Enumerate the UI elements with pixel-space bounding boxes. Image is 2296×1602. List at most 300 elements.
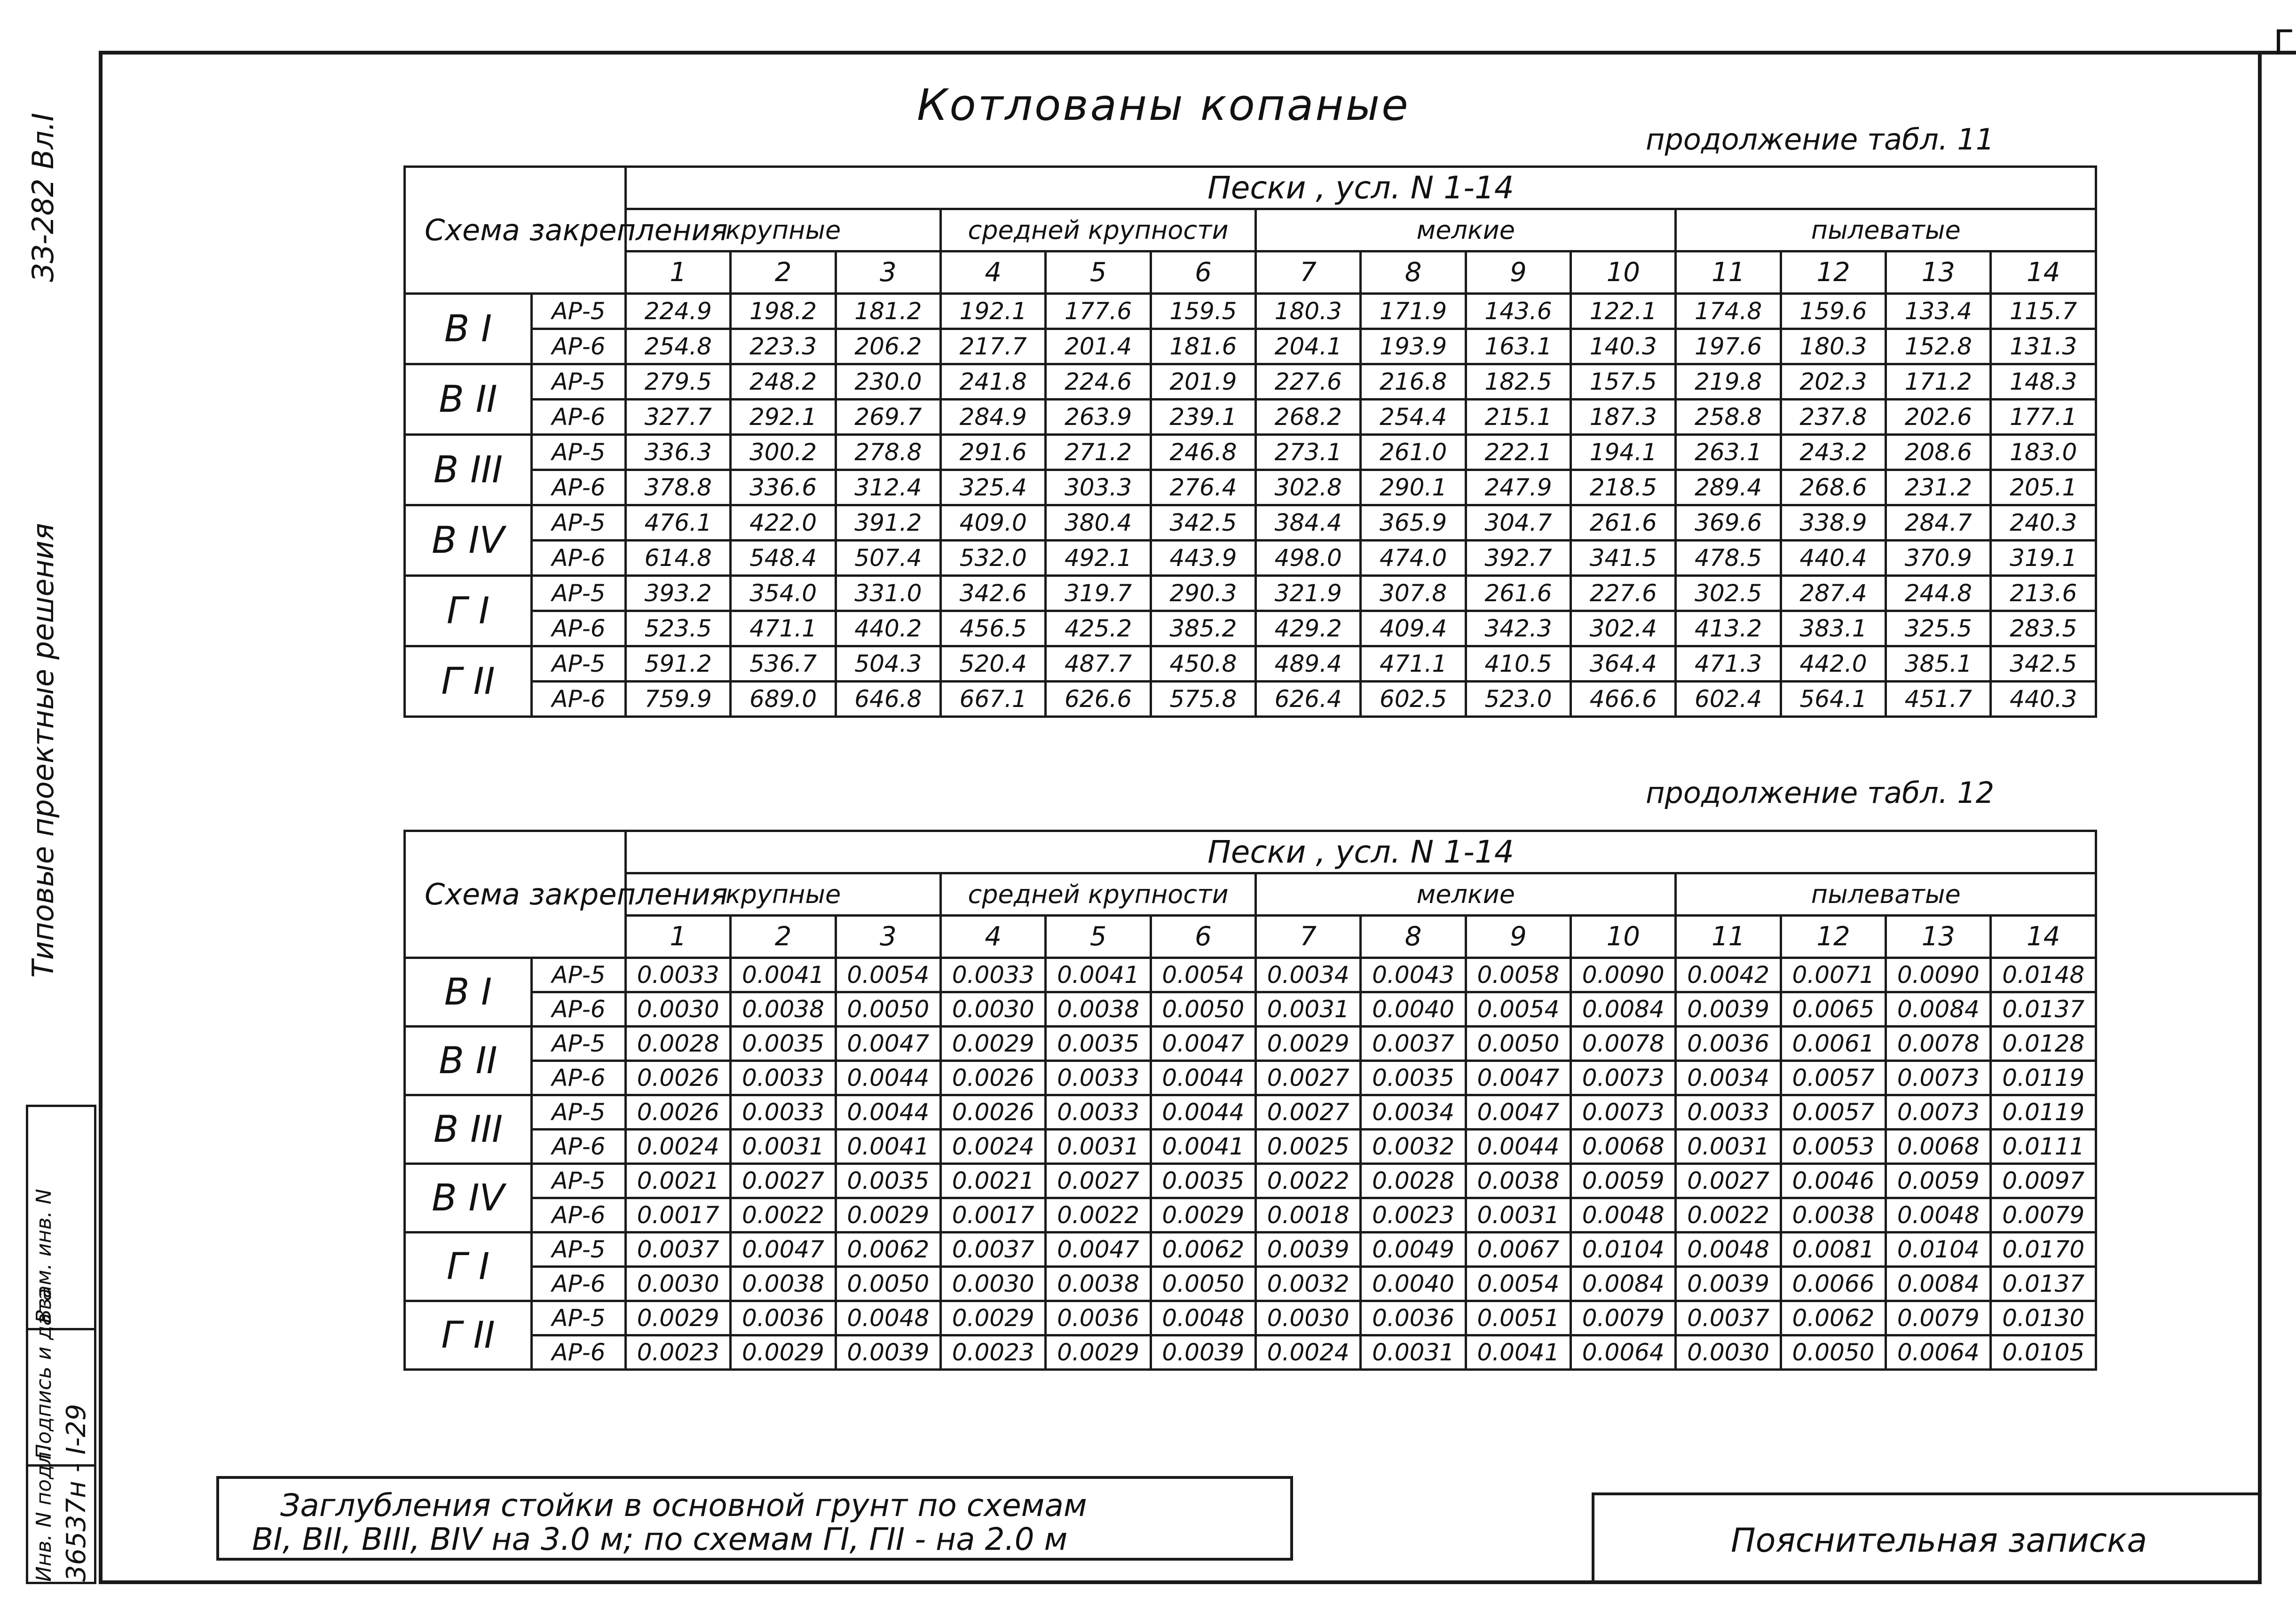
scheme-name: В IV [405,505,532,576]
value-cell: 0.0030 [1256,1301,1361,1335]
table-row [405,992,2096,1027]
value-cell: 213.6 [1991,576,2096,611]
value-cell: 0.0029 [941,1027,1046,1061]
value-cell: 237.8 [1781,400,1886,435]
column-header: 5 [1046,251,1151,294]
value-cell: 159.6 [1781,294,1886,329]
table-row [405,646,2096,682]
column-header: 2 [731,916,836,958]
value-cell: 0.0047 [731,1233,836,1267]
value-cell: 370.9 [1886,541,1991,576]
value-cell: 223.3 [731,329,836,364]
value-cell: 0.0027 [1046,1164,1151,1198]
value-cell: 532.0 [941,541,1046,576]
value-cell: 0.0068 [1886,1130,1991,1164]
value-cell: 222.1 [1466,435,1570,470]
value-cell: 504.3 [836,646,940,682]
value-cell: 268.2 [1256,400,1361,435]
value-cell: 0.0030 [1676,1335,1781,1370]
scheme-name: В I [405,958,532,1027]
value-cell: 0.0035 [1151,1164,1255,1198]
anchor-variant: АР-6 [532,682,626,717]
value-cell: 0.0049 [1361,1233,1466,1267]
value-cell: 520.4 [941,646,1046,682]
value-cell: 440.4 [1781,541,1886,576]
stamp-replace-label: Взам. инв. N [32,1189,56,1323]
anchor-variant: АР-5 [532,646,626,682]
value-cell: 0.0022 [731,1198,836,1233]
value-cell: 0.0048 [1886,1198,1991,1233]
column-header: 7 [1256,251,1361,294]
value-cell: 342.5 [1151,505,1255,541]
value-cell: 261.6 [1466,576,1570,611]
value-cell: 0.0028 [1361,1164,1466,1198]
value-cell: 193.9 [1361,329,1466,364]
column-header: 4 [941,251,1046,294]
value-cell: 302.4 [1571,611,1676,646]
value-cell: 0.0043 [1361,958,1466,992]
value-cell: 268.6 [1781,470,1886,505]
value-cell: 0.0047 [1151,1027,1255,1061]
value-cell: 0.0032 [1256,1267,1361,1301]
value-cell: 0.0050 [1151,1267,1255,1301]
anchor-variant: АР-5 [532,1027,626,1061]
value-cell: 0.0033 [626,958,731,992]
depth-note [216,1476,1293,1561]
value-cell: 0.0031 [1046,1130,1151,1164]
value-cell: 0.0032 [1361,1130,1466,1164]
value-cell: 0.0037 [1361,1027,1466,1061]
value-cell: 217.7 [941,329,1046,364]
soil-header: Пески , усл. N 1-14 [626,831,2096,873]
table-row [405,1198,2096,1233]
margin-series: Типовые проектные решения [26,523,60,978]
value-cell: 290.1 [1361,470,1466,505]
table-row [405,682,2096,717]
value-cell: 536.7 [731,646,836,682]
value-cell: 171.2 [1886,364,1991,400]
value-cell: 0.0024 [941,1130,1046,1164]
value-cell: 0.0067 [1466,1233,1570,1267]
value-cell: 202.6 [1886,400,1991,435]
value-cell: 0.0023 [626,1335,731,1370]
value-cell: 0.0035 [1046,1027,1151,1061]
value-cell: 443.9 [1151,541,1255,576]
value-cell: 204.1 [1256,329,1361,364]
inventory-stamp [26,1105,96,1584]
value-cell: 0.0029 [626,1301,731,1335]
column-header: 6 [1151,251,1255,294]
value-cell: 0.0030 [626,992,731,1027]
value-cell: 667.1 [941,682,1046,717]
value-cell: 244.8 [1886,576,1991,611]
value-cell: 336.3 [626,435,731,470]
value-cell: 0.0090 [1886,958,1991,992]
value-cell: 0.0051 [1466,1301,1570,1335]
value-cell: 254.4 [1361,400,1466,435]
value-cell: 369.6 [1676,505,1781,541]
scheme-header: Схема закрепления [405,167,626,294]
value-cell: 319.7 [1046,576,1151,611]
value-cell: 0.0024 [1256,1335,1361,1370]
value-cell: 410.5 [1466,646,1570,682]
value-cell: 409.4 [1361,611,1466,646]
value-cell: 205.1 [1991,470,2096,505]
value-cell: 0.0036 [1361,1301,1466,1335]
table-row [405,958,2096,992]
value-cell: 0.0066 [1781,1267,1886,1301]
value-cell: 450.8 [1151,646,1255,682]
value-cell: 0.0073 [1886,1095,1991,1130]
value-cell: 507.4 [836,541,940,576]
value-cell: 307.8 [1361,576,1466,611]
scheme-name: Г II [405,646,532,717]
anchor-variant: АР-6 [532,992,626,1027]
group-header: средней крупности [941,873,1256,916]
value-cell: 278.8 [836,435,940,470]
value-cell: 0.0022 [1046,1198,1151,1233]
value-cell: 327.7 [626,400,731,435]
anchor-variant: АР-5 [532,958,626,992]
value-cell: 0.0037 [626,1233,731,1267]
value-cell: 0.0047 [1046,1233,1151,1267]
value-cell: 0.0044 [1466,1130,1570,1164]
value-cell: 0.0128 [1991,1027,2096,1061]
column-header: 11 [1676,916,1781,958]
value-cell: 0.0084 [1571,1267,1676,1301]
value-cell: 0.0031 [731,1130,836,1164]
value-cell: 422.0 [731,505,836,541]
value-cell: 0.0026 [626,1061,731,1095]
value-cell: 384.4 [1256,505,1361,541]
value-cell: 378.8 [626,470,731,505]
value-cell: 263.9 [1046,400,1151,435]
column-header: 12 [1781,916,1886,958]
value-cell: 0.0137 [1991,992,2096,1027]
value-cell: 523.5 [626,611,731,646]
group-header: пылеватые [1676,209,2096,251]
value-cell: 231.2 [1886,470,1991,505]
value-cell: 290.3 [1151,576,1255,611]
anchor-variant: АР-6 [532,329,626,364]
value-cell: 336.6 [731,470,836,505]
value-cell: 321.9 [1256,576,1361,611]
value-cell: 0.0054 [1466,1267,1570,1301]
group-header: мелкие [1256,209,1676,251]
value-cell: 0.0041 [836,1130,940,1164]
value-cell: 614.8 [626,541,731,576]
column-header: 5 [1046,916,1151,958]
value-cell: 289.4 [1676,470,1781,505]
value-cell: 227.6 [1571,576,1676,611]
table2-caption: продолжение табл. 12 [1646,776,1995,810]
value-cell: 0.0050 [1151,992,1255,1027]
value-cell: 498.0 [1256,541,1361,576]
value-cell: 0.0041 [731,958,836,992]
value-cell: 385.2 [1151,611,1255,646]
scheme-name: В III [405,435,532,505]
value-cell: 300.2 [731,435,836,470]
column-header: 1 [626,916,731,958]
column-header: 4 [941,916,1046,958]
anchor-variant: АР-5 [532,364,626,400]
value-cell: 341.5 [1571,541,1676,576]
table1-caption: продолжение табл. 11 [1646,122,1995,157]
value-cell: 492.1 [1046,541,1151,576]
value-cell: 646.8 [836,682,940,717]
column-header: 12 [1781,251,1886,294]
table-row [405,400,2096,435]
value-cell: 174.8 [1676,294,1781,329]
soil-header: Пески , усл. N 1-14 [626,167,2096,209]
anchor-variant: АР-6 [532,1198,626,1233]
value-cell: 0.0090 [1571,958,1676,992]
value-cell: 0.0030 [941,1267,1046,1301]
value-cell: 0.0054 [1151,958,1255,992]
value-cell: 0.0104 [1571,1233,1676,1267]
value-cell: 258.8 [1676,400,1781,435]
value-cell: 0.0064 [1571,1335,1676,1370]
value-cell: 0.0105 [1991,1335,2096,1370]
value-cell: 0.0079 [1571,1301,1676,1335]
value-cell: 131.3 [1991,329,2096,364]
value-cell: 0.0048 [1151,1301,1255,1335]
value-cell: 201.9 [1151,364,1255,400]
value-cell: 564.1 [1781,682,1886,717]
scheme-name: В II [405,1027,532,1095]
value-cell: 689.0 [731,682,836,717]
value-cell: 0.0027 [1676,1164,1781,1198]
value-cell: 0.0024 [626,1130,731,1164]
anchor-variant: АР-5 [532,294,626,329]
value-cell: 0.0040 [1361,992,1466,1027]
value-cell: 0.0059 [1886,1164,1991,1198]
scheme-name: Г I [405,1233,532,1301]
value-cell: 0.0137 [1991,1267,2096,1301]
title-block-section: Пояснительная записка [1731,1521,2147,1560]
value-cell: 0.0041 [1046,958,1151,992]
note-line-2: ВI, ВII, ВIII, ВIV на 3.0 м; по схемам ГI, ГII - на 2.0 м [252,1521,1068,1557]
table-row [405,1027,2096,1061]
value-cell: 0.0035 [1361,1061,1466,1095]
value-cell: 0.0078 [1571,1027,1676,1061]
value-cell: 230.0 [836,364,940,400]
value-cell: 254.8 [626,329,731,364]
value-cell: 0.0026 [941,1095,1046,1130]
value-cell: 0.0050 [836,992,940,1027]
value-cell: 0.0044 [836,1061,940,1095]
value-cell: 471.1 [731,611,836,646]
value-cell: 0.0031 [1256,992,1361,1027]
value-cell: 276.4 [1151,470,1255,505]
value-cell: 0.0023 [941,1335,1046,1370]
value-cell: 0.0033 [731,1095,836,1130]
column-header: 9 [1466,251,1570,294]
value-cell: 548.4 [731,541,836,576]
value-cell: 413.2 [1676,611,1781,646]
table-row [405,611,2096,646]
value-cell: 0.0061 [1781,1027,1886,1061]
value-cell: 246.8 [1151,435,1255,470]
value-cell: 0.0057 [1781,1095,1886,1130]
value-cell: 219.8 [1676,364,1781,400]
corner-mark: Г [2273,23,2294,62]
value-cell: 331.0 [836,576,940,611]
value-cell: 591.2 [626,646,731,682]
value-cell: 364.4 [1571,646,1676,682]
value-cell: 0.0033 [1676,1095,1781,1130]
value-cell: 163.1 [1466,329,1570,364]
value-cell: 0.0017 [626,1198,731,1233]
value-cell: 269.7 [836,400,940,435]
value-cell: 198.2 [731,294,836,329]
scheme-name: Г I [405,576,532,646]
column-header: 14 [1991,916,2096,958]
column-header: 1 [626,251,731,294]
value-cell: 0.0017 [941,1198,1046,1233]
value-cell: 0.0040 [1361,1267,1466,1301]
value-cell: 0.0031 [1361,1335,1466,1370]
page-title: Котлованы копаные [917,80,1410,130]
value-cell: 284.9 [941,400,1046,435]
value-cell: 115.7 [1991,294,2096,329]
table-row [405,576,2096,611]
table-12-continuation [403,830,2097,1371]
anchor-variant: АР-6 [532,611,626,646]
value-cell: 0.0104 [1886,1233,1991,1267]
value-cell: 602.4 [1676,682,1781,717]
value-cell: 180.3 [1781,329,1886,364]
value-cell: 302.8 [1256,470,1361,505]
column-header: 13 [1886,251,1991,294]
value-cell: 0.0064 [1886,1335,1991,1370]
value-cell: 0.0050 [1781,1335,1886,1370]
value-cell: 122.1 [1571,294,1676,329]
value-cell: 224.6 [1046,364,1151,400]
value-cell: 325.4 [941,470,1046,505]
value-cell: 180.3 [1256,294,1361,329]
table-row [405,435,2096,470]
value-cell: 478.5 [1676,541,1781,576]
value-cell: 0.0079 [1886,1301,1991,1335]
value-cell: 0.0050 [836,1267,940,1301]
value-cell: 208.6 [1886,435,1991,470]
value-cell: 216.8 [1361,364,1466,400]
table-row [405,505,2096,541]
value-cell: 241.8 [941,364,1046,400]
column-header: 3 [836,251,940,294]
value-cell: 0.0073 [1571,1095,1676,1130]
value-cell: 0.0039 [836,1335,940,1370]
scheme-name: В II [405,364,532,435]
value-cell: 227.6 [1256,364,1361,400]
value-cell: 291.6 [941,435,1046,470]
value-cell: 0.0039 [1256,1233,1361,1267]
value-cell: 0.0119 [1991,1095,2096,1130]
value-cell: 425.2 [1046,611,1151,646]
value-cell: 338.9 [1781,505,1886,541]
value-cell: 271.2 [1046,435,1151,470]
value-cell: 302.5 [1676,576,1781,611]
value-cell: 0.0050 [1466,1027,1570,1061]
value-cell: 471.1 [1361,646,1466,682]
value-cell: 0.0042 [1676,958,1781,992]
table-row [405,294,2096,329]
note-line-1: Заглубления стойки в основной грунт по схемам [280,1487,1087,1523]
table-row [405,1164,2096,1198]
value-cell: 202.3 [1781,364,1886,400]
value-cell: 0.0039 [1676,1267,1781,1301]
value-cell: 0.0027 [731,1164,836,1198]
column-header: 8 [1361,916,1466,958]
value-cell: 197.6 [1676,329,1781,364]
group-header: мелкие [1256,873,1676,916]
value-cell: 0.0053 [1781,1130,1886,1164]
value-cell: 471.3 [1676,646,1781,682]
value-cell: 133.4 [1886,294,1991,329]
value-cell: 342.5 [1991,646,2096,682]
value-cell: 215.1 [1466,400,1570,435]
value-cell: 575.8 [1151,682,1255,717]
value-cell: 292.1 [731,400,836,435]
value-cell: 0.0130 [1991,1301,2096,1335]
value-cell: 0.0021 [626,1164,731,1198]
value-cell: 240.3 [1991,505,2096,541]
value-cell: 0.0044 [1151,1095,1255,1130]
value-cell: 409.0 [941,505,1046,541]
value-cell: 325.5 [1886,611,1991,646]
value-cell: 224.9 [626,294,731,329]
value-cell: 0.0119 [1991,1061,2096,1095]
value-cell: 0.0030 [626,1267,731,1301]
value-cell: 0.0148 [1991,958,2096,992]
value-cell: 342.6 [941,576,1046,611]
group-header: пылеватые [1676,873,2096,916]
value-cell: 0.0048 [836,1301,940,1335]
value-cell: 0.0031 [1466,1198,1570,1233]
group-header: крупные [626,209,941,251]
value-cell: 243.2 [1781,435,1886,470]
value-cell: 380.4 [1046,505,1151,541]
stamp-inv-value: 36537н - I-29 [61,1404,92,1582]
value-cell: 0.0021 [941,1164,1046,1198]
value-cell: 0.0084 [1886,992,1991,1027]
value-cell: 183.0 [1991,435,2096,470]
value-cell: 0.0023 [1361,1198,1466,1233]
value-cell: 273.1 [1256,435,1361,470]
anchor-variant: АР-6 [532,541,626,576]
scheme-name: В IV [405,1164,532,1233]
value-cell: 201.4 [1046,329,1151,364]
value-cell: 0.0038 [1046,1267,1151,1301]
value-cell: 0.0027 [1256,1061,1361,1095]
value-cell: 487.7 [1046,646,1151,682]
value-cell: 0.0038 [731,992,836,1027]
value-cell: 0.0170 [1991,1233,2096,1267]
value-cell: 391.2 [836,505,940,541]
value-cell: 283.5 [1991,611,2096,646]
value-cell: 0.0035 [731,1027,836,1061]
anchor-variant: АР-5 [532,505,626,541]
value-cell: 187.3 [1571,400,1676,435]
value-cell: 0.0073 [1571,1061,1676,1095]
scheme-name: В I [405,294,532,364]
value-cell: 0.0097 [1991,1164,2096,1198]
value-cell: 0.0027 [1256,1095,1361,1130]
value-cell: 0.0034 [1676,1061,1781,1095]
value-cell: 192.1 [941,294,1046,329]
value-cell: 626.6 [1046,682,1151,717]
